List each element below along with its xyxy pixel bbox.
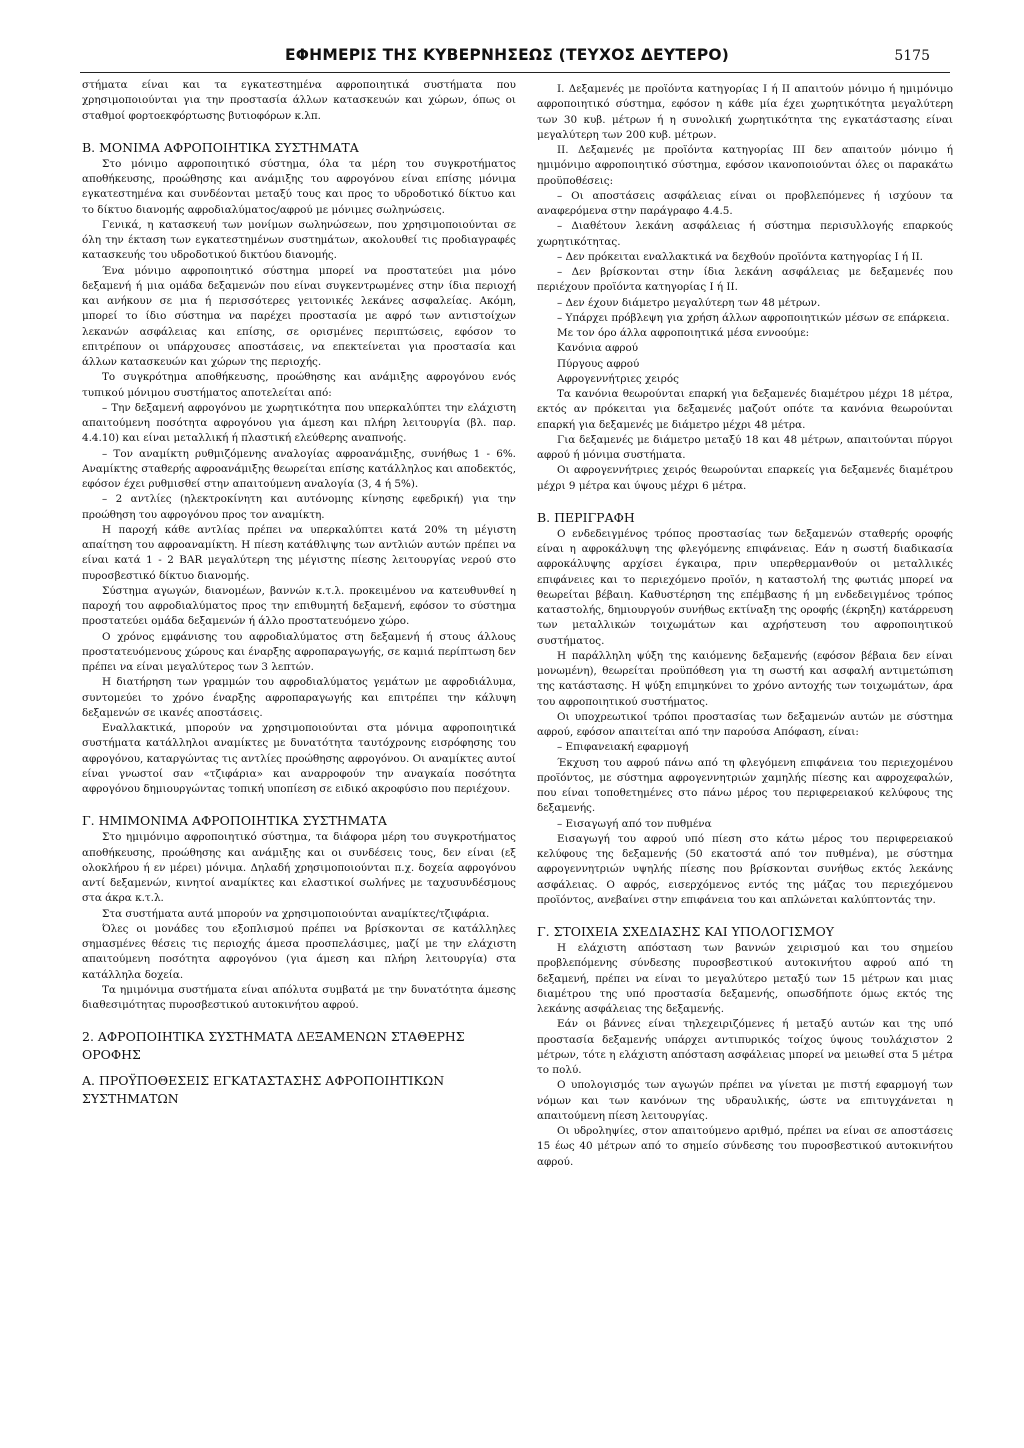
list-item: – 2 αντλίες (ηλεκτροκίνητη και αυτόνομης κίνησης εφεδρική) για την προώθηση του αφρογόνου προς τον αναμίκτη. — [82, 493, 516, 521]
list-item: – Διαθέτουν λεκάνη ασφάλειας ή σύστημα περισυλλογής επαρκούς χωρητικότητας. — [537, 220, 953, 248]
list-item: – Επιφανειακή εφαρμογή — [557, 741, 689, 754]
list-item: Κανόνια αφρού — [557, 342, 639, 355]
right-column — [537, 82, 953, 1170]
paragraph: Για δεξαμενές με διάμετρο μεταξύ 18 και 48 μέτρων, απαιτούνται πύργοι αφρού ή μόνιμα συστήματα. — [537, 433, 953, 461]
list-item: – Δεν έχουν διάμετρο μεγαλύτερη των 48 μέτρων. — [557, 296, 821, 309]
paragraph: Ι. Δεξαμενές με προϊόντα κατηγορίας Ι ή ΙΙ απαιτούν μόνιμο ή ημιμόνιμο αφροποιητικό σύστημα, εφόσον η κάθε μία έχει χωρητικότητα μεγαλύτερη των 30 κυβ. μέτρων ή η συνολική χωρητικότητα της εγκατάστασης είναι μεγαλύτερη των 200 κυβ. μέτρων. — [537, 83, 953, 141]
page-header — [80, 40, 950, 70]
paragraph: Εισαγωγή του αφρού υπό πίεση στο κάτω μέρος του περιφερειακού κελύφους της δεξαμενής (50 εκατοστά από τον πυθμένα), με σύστημα αφρογεννητριών υψηλής πίεσης που βρίσκονται συνήθως εκτός λεκάνης ασφάλειας. Ο αφρός, εισερχόμενος εντός της μάζας του περιεχόμενου προϊόντος, ανεβαίνει στην επιφάνεια του και απλώνεται καλύπτοντάς την. — [537, 832, 953, 906]
header-rule — [80, 72, 950, 73]
list-item: – Δεν βρίσκονται στην ίδια λεκάνη ασφάλειας με δεξαμενές που περιέχουν προϊόντα κατηγορίας Ι ή ΙΙ. — [537, 266, 953, 294]
list-item: – Οι αποστάσεις ασφάλειας είναι οι προβλεπόμενες ή ισχύουν τα αναφερόμενα στην παράγραφο 4.4.5. — [537, 189, 953, 217]
section-heading-b-description: Β. ΠΕΡΙΓΡΑΦΗ — [537, 509, 635, 525]
list-item: Πύργους αφρού — [557, 357, 640, 370]
paragraph: Τα ημιμόνιμα συστήματα είναι απόλυτα συμβατά με την δυνατότητα άμεσης διαθεσιμότητας πυροσβεστικού αυτοκινήτου αφρού. — [82, 983, 516, 1011]
paragraph: Η ελάχιστη απόσταση των βαννών χειρισμού και του σημείου προβλεπόμενης σύνδεσης πυροσβεστικού αυτοκινήτου αφρού από τη δεξαμενή, πρέπει να είναι το μεγαλύτερο μεταξύ των 15 μέτρων και μιας διαμέτρου της υπό προστασία δεξαμενής, οπωσδήποτε όμως εκτός της λεκάνης ασφάλειας της δεξαμενής. — [537, 942, 953, 1015]
list-item: – Εισαγωγή από τον πυθμένα — [557, 817, 712, 830]
list-item: – Υπάρχει πρόβλεψη για χρήση άλλων αφροποιητικών μέσων σε επάρκεια. — [557, 311, 950, 324]
paragraph: Οι αφρογεννήτριες χειρός θεωρούνται επαρκείς για δεξαμενές διαμέτρου μέχρι 9 μέτρα και ύψους μέχρι 6 μέτρα. — [537, 464, 953, 492]
left-column — [82, 78, 516, 1108]
paragraph: ΙΙ. Δεξαμενές με προϊόντα κατηγορίας ΙΙΙ δεν απαιτούν μόνιμο ή ημιμόνιμο αφροποιητικό σύστημα, εφόσον ικανοποιούνται όλες οι παρακάτω προϋποθέσεις: — [537, 144, 953, 187]
paragraph: Με τον όρο άλλα αφροποιητικά μέσα εννοούμε: — [557, 327, 810, 339]
paragraph: Σύστημα αγωγών, διανομέων, βαννών κ.τ.λ. προκειμένου να κατευθυνθεί η παροχή του αφροδιαλύματος προς την επιθυμητή δεξαμενή, εφόσον το σύστημα προστατεύει ομάδα δεξαμενών ή άλλο προστατευόμενο χώρο. — [82, 584, 516, 628]
gazette-title: ΕΦΗΜΕΡΙΣ ΤΗΣ ΚΥΒΕΡΝΗΣΕΩΣ (ΤΕΥΧΟΣ ΔΕΥΤΕΡΟ) — [285, 46, 730, 64]
list-item: Αφρογεννήτριες χειρός — [557, 372, 679, 385]
list-item: – Δεν πρόκειται εναλλακτικά να δεχθούν προϊόντα κατηγορίας Ι ή ΙΙ. — [557, 250, 923, 263]
paragraph: Η παράλληλη ψύξη της καιόμενης δεξαμενής (εφόσον βέβαια δεν είναι μονωμένη), θεωρείται προϋπόθεση για τη σωστή και ασφαλή αντιμετώπιση της κατάστασης. Η ψύξη επιμηκύνει το χρόνο αντοχής των τοιχωμάτων, άρα του αφροποιητικού συστήματος. — [537, 649, 953, 708]
paragraph: Ένα μόνιμο αφροποιητικό σύστημα μπορεί να προστατεύει μια μόνο δεξαμενή ή μια ομάδα δεξαμενών που είναι συγκεντρωμένες στην ίδια περιοχή και ανήκουν σε μια ή περισσότερες γειτονικές λεκάνες ασφαλείας. Ακόμη, μπορεί το ίδιο σύστημα να παρέχει προστασία με αφρό των αντιστοίχων λεκανών ασφάλειας και επίσης, σε ορισμένες περιπτώσεις, εφόσον το επιτρέπουν οι υπάρχουσες αποστάσεις, να επεκτείνεται για προστασία και άλλων κατασκευών και χώρων της περιοχής. — [82, 264, 516, 368]
paragraph: Στο ημιμόνιμο αφροποιητικό σύστημα, τα διάφορα μέρη του συγκροτήματος αποθήκευσης, προώθησης και ανάμιξης και οι συνδέσεις τους, δεν είναι (εξ ολοκλήρου ή εν μέρει) μόνιμα. Δηλαδή χρησιμοποιούνται π.χ. δοχεία αφρογόνου αντί δεξαμενών, κινητοί αναμίκτες και ελαστικοί σωλήνες με ταχυσυνδέσμους στα άκρα κ.τ.λ. — [82, 831, 516, 905]
paragraph: Οι υδροληψίες, στον απαιτούμενο αριθμό, πρέπει να είναι σε αποστάσεις 15 έως 40 μέτρων από το σημείο σύνδεσης του πυροσβεστικού αυτοκινήτου αφρού. — [537, 1125, 953, 1168]
intro-paragraph: στήματα είναι και τα εγκατεστημένα αφροποιητικά συστήματα που χρησιμοποιούνται για την προστασία άλλων κατασκευών και χώρων, όπως οι σταθμοί φορτοεκφόρτωσης βυτιοφόρων κ.λπ. — [82, 79, 516, 122]
page-number: 5175 — [894, 48, 930, 64]
paragraph: Γενικά, η κατασκευή των μονίμων σωληνώσεων, που χρησιμοποιούνται σε όλη την έκταση των εγκατεστημένων συστημάτων, ακολουθεί τις προδιαγραφές κατασκευής του υδροδοτικού δικτύου διανομής. — [82, 218, 516, 262]
list-item: – Την δεξαμενή αφρογόνου με χωρητικότητα που υπερκαλύπτει την ελάχιστη απαιτούμενη ποσότητα αφρογόνου για άμεση και πλήρη λειτουργία (βλ. παρ. 4.4.10) και είναι μεταλλική ή πλαστική ελεύθερης αναπνοής. — [82, 401, 516, 445]
paragraph: Η διατήρηση των γραμμών του αφροδιαλύματος γεμάτων με αφροδιάλυμα, συντομεύει το χρόνο έναρξης αφροπαραγωγής και επιτρέπει την κάλυψη δεξαμενών σε ικανές αποστάσεις. — [82, 676, 516, 719]
paragraph: Τα κανόνια θεωρούνται επαρκή για δεξαμενές διαμέτρου μέχρι 18 μέτρα, εκτός αν πρόκειται για δεξαμενές μαζούτ οπότε τα κανόνια θεωρούνται επαρκή για δεξαμενές με διάμετρο μέχρι 48 μέτρα. — [537, 388, 953, 431]
paragraph: Στο μόνιμο αφροποιητικό σύστημα, όλα τα μέρη του συγκροτήματος αποθήκευσης, προώθησης και ανάμιξης του αφρογόνου είναι επίσης μόνιμα εγκατεστημένα και συνδέονται μεταξύ τους και προς το υδροδοτικό δίκτυο και το δίκτυο διανομής αφροδιαλύματος/αφρού με μόνιμες σωληνώσεις. — [82, 157, 516, 216]
paragraph: Ο ενδεδειγμένος τρόπος προστασίας των δεξαμενών σταθερής οροφής είναι η αφροκάλυψη της φλεγόμενης επιφάνειας. Εάν η σωστή διαδικασία αφροκάλυψης αρχίσει έγκαιρα, πριν υπερθερμανθούν οι μεταλλικές επιφάνειες και το περιεχόμενο προϊόν, η καταστολή της φωτιάς μπορεί να θεωρείται βέβαιη. Καθυστέρηση της επέμβασης ή μη ενδεδειγμένος τρόπος καταστολής, δημιουργούν συνήθως εκτίναξη της οροφής (έκρηξη) κατάρρευση των μεταλλικών τοιχωμάτων και αχρήστευση του αφροποιητικού συστήματος. — [537, 527, 953, 647]
paragraph: Οι υποχρεωτικοί τρόποι προστασίας των δεξαμενών αυτών με σύστημα αφρού, εφόσον απαιτείται από την παρούσα Απόφαση, είναι: — [537, 710, 953, 738]
paragraph: Εναλλακτικά, μπορούν να χρησιμοποιούνται στα μόνιμα αφροποιητικά συστήματα κατάλληλοι αναμίκτες με δυνατότητα ταυτόχρονης εισρόφησης του αφρογόνου, καταργώντας τις αντλίες προώθησης αφρογόνου. Οι αναμίκτες αυτοί είναι γνωστοί σαν «τζιφάρια» και αναρροφούν την αναγκαία ποσότητα αφρογόνου δημιουργώντας τοπική υποπίεση σε ειδικό ακροφύσιο που περιέχουν. — [82, 722, 516, 795]
section-heading-g-semipermanent: Γ. ΗΜΙΜΟΝΙΜΑ ΑΦΡΟΠΟΙΗΤΙΚΑ ΣΥΣΤΗΜΑΤΑ — [82, 813, 387, 829]
paragraph: Εάν οι βάννες είναι τηλεχειριζόμενες ή μεταξύ αυτών και της υπό προστασία δεξαμενής υπάρχει αντιπυρικός τοίχος ύψους τουλάχιστον 2 μέτρων, τότε η ελάχιστη απόσταση ασφάλειας μπορεί να μειωθεί στα 5 μέτρα το πολύ. — [537, 1018, 953, 1076]
list-item: – Τον αναμίκτη ρυθμιζόμενης αναλογίας αφροανάμιξης, συνήθως 1 - 6%. Αναμίκτης σταθερής αφροανάμιξης θεωρείται επίσης κατάλληλος και αποδεκτός, εφόσον έχει ρυθμισθεί στην απαιτούμενη αναλογία (3, 4 ή 5%). — [82, 447, 516, 490]
paragraph: Το συγκρότημα αποθήκευσης, προώθησης και ανάμιξης αφρογόνου ενός τυπικού μόνιμου συστήματος αποτελείται από: — [82, 371, 516, 399]
section-heading-b-permanent: Β. ΜΟΝΙΜΑ ΑΦΡΟΠΟΙΗΤΙΚΑ ΣΥΣΤΗΜΑΤΑ — [82, 139, 359, 155]
section-heading-a-prerequisites: Α. ΠΡΟΫΠΟΘΕΣΕΙΣ ΕΓΚΑΤΑΣΤΑΣΗΣ ΑΦΡΟΠΟΙΗΤΙΚΩΝ ΣΥΣΤΗΜΑΤΩΝ — [82, 1073, 445, 1107]
section-heading-2-fixed-roof: 2. ΑΦΡΟΠΟΙΗΤΙΚΑ ΣΥΣΤΗΜΑΤΑ ΔΕΞΑΜΕΝΩΝ ΣΤΑΘΕΡΗΣ ΟΡΟΦΗΣ — [82, 1029, 465, 1063]
paragraph: Ο χρόνος εμφάνισης του αφροδιαλύματος στη δεξαμενή ή στους άλλους προστατευόμενους χώρους και έναρξης αφροπαραγωγής, σε καμιά περίπτωση δεν πρέπει να είναι μεγαλύτερος των 3 λεπτών. — [82, 630, 516, 673]
section-heading-g-design: Γ. ΣΤΟΙΧΕΙΑ ΣΧΕΔΙΑΣΗΣ ΚΑΙ ΥΠΟΛΟΓΙΣΜΟΥ — [537, 924, 835, 939]
paragraph: Η παροχή κάθε αντλίας πρέπει να υπερκαλύπτει κατά 20% τη μέγιστη απαίτηση του αφροαναμίκτη. Η πίεση κατάθλιψης των αντλιών αυτών πρέπει να είναι κατά 1 - 2 BAR μεγαλύτερη της μέγιστης πίεσης λειτουργίας νερού στο πυροσβεστικό δίκτυο διανομής. — [82, 523, 516, 582]
paragraph: Όλες οι μονάδες του εξοπλισμού πρέπει να βρίσκονται σε κατάλληλες σημασμένες θέσεις τις περιοχής άμεσα προσπελάσιμες, μαζί με την ελάχιστη απαιτούμενη ποσότητα αφρογόνου (για άμεση και πλήρη λειτουργία) στα κατάλληλα δοχεία. — [82, 922, 516, 981]
paragraph: Έκχυση του αφρού πάνω από τη φλεγόμενη επιφάνεια του περιεχομένου προϊόντος, με σύστημα αφρογεννητριών χαμηλής πίεσης και αφροχεφαλών, που είναι τοποθετημένες στο πάνω μέρος του περιφερειακού κελύφους της δεξαμενής. — [537, 756, 953, 815]
paragraph: Ο υπολογισμός των αγωγών πρέπει να γίνεται με πιστή εφαρμογή των νόμων και των κανόνων της υδραυλικής, ώστε να επιτυγχάνεται η απαιτούμενη πίεση λειτουργίας. — [537, 1079, 953, 1122]
paragraph: Στα συστήματα αυτά μπορούν να χρησιμοποιούνται αναμίκτες/τζιφάρια. — [102, 907, 490, 920]
